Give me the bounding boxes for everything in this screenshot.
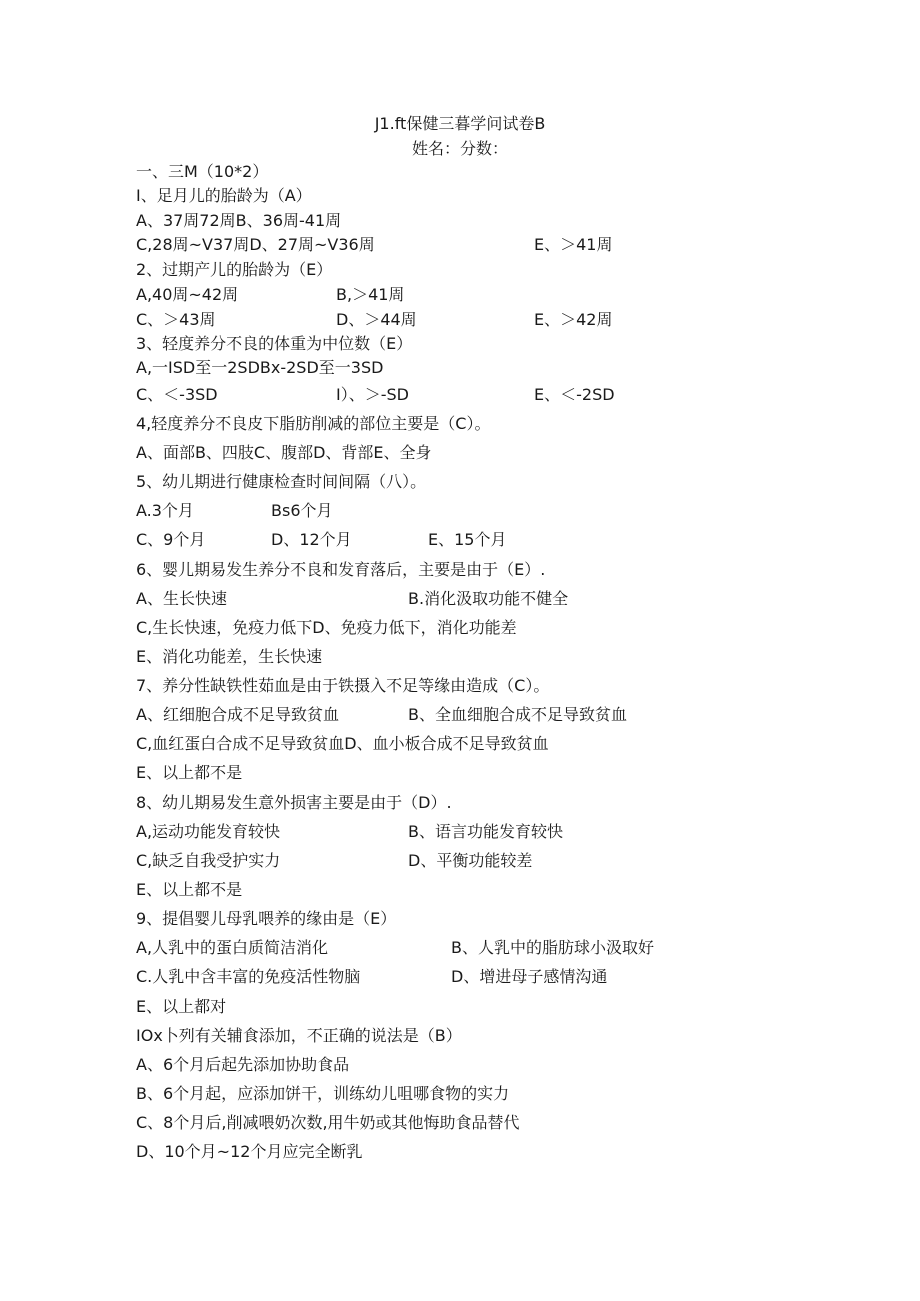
text-segment: E、＜-2SD [534, 385, 615, 404]
text-segment: E、＞41周 [534, 235, 613, 254]
text-segment: 9、提倡婴儿母乳喂养的缘由是（E） [136, 909, 397, 928]
text-segment: E、以上都不是 [136, 880, 243, 899]
text-segment: 2、过期产儿的胎龄为（E） [136, 260, 333, 279]
text-segment: C,血红蛋白合成不足导致贫血D、血小板合成不足导致贫血 [136, 734, 549, 753]
text-segment: B,＞41周 [336, 285, 405, 304]
text-segment: A、6个月后起先添加协助食品 [136, 1055, 350, 1074]
text-segment: 一、三M（10*2） [136, 162, 269, 181]
text-segment: E、消化功能差，生长快速 [136, 647, 323, 666]
text-segment: C、＜-3SD [136, 385, 218, 404]
text-segment: D、平衡功能较差 [408, 851, 533, 870]
text-segment: D、＞44周 [336, 310, 417, 329]
text-segment: C、8个月后,削减喂奶次数,用牛奶或其他悔助食品替代 [136, 1113, 520, 1132]
text-segment: D、12个月 [271, 530, 352, 549]
text-segment: A、37周72周B、36周-41周 [136, 211, 342, 230]
text-segment: A、红细胞合成不足导致贫血 [136, 705, 339, 724]
text-segment: D、增进母子感情沟通 [451, 967, 608, 986]
text-segment: 7、养分性缺铁性茹血是由于铁摄入不足等缘由造成（C）。 [136, 676, 550, 695]
text-segment: A,一ISD至一2SDBx-2SD至一3SD [136, 358, 384, 377]
text-segment: E、以上都对 [136, 997, 227, 1016]
text-segment: 6、婴儿期易发生养分不良和发育落后，主要是由于（E）. [136, 560, 546, 579]
text-segment: B.消化汲取功能不健全 [408, 589, 569, 608]
text-segment: B、6个月起，应添加饼干，训练幼儿咀哪食物的实力 [136, 1084, 510, 1103]
text-segment: C,28周~V37周D、27周~V36周 [136, 235, 375, 254]
text-segment: 4,轻度养分不良皮下脂肪削减的部位主要是（C）。 [136, 414, 491, 433]
text-segment: A,40周~42周 [136, 285, 239, 304]
text-segment: C,生长快速，免疫力低下D、免疫力低下，消化功能差 [136, 618, 517, 637]
text-segment: C、9个月 [136, 530, 206, 549]
text-segment: C.人乳中含丰富的免疫活性物脑 [136, 967, 361, 986]
text-segment: B、语言功能发育较快 [408, 822, 563, 841]
text-segment: 5、幼儿期进行健康检查时间间隔（八）。 [136, 472, 427, 491]
text-segment: IOx卜列有关辅食添加，不正确的说法是（B） [136, 1026, 462, 1045]
text-segment: E、15个月 [428, 530, 507, 549]
text-segment: A.3个月 [136, 501, 194, 520]
text-segment: 3、轻度养分不良的体重为中位数（E） [136, 334, 413, 353]
text-segment: C,缺乏自我受护实力 [136, 851, 281, 870]
text-segment: A,运动功能发育较快 [136, 822, 281, 841]
text-segment: A,人乳中的蛋白质简洁消化 [136, 938, 329, 957]
text-segment: A、面部B、四肢C、腹部D、背部E、全身 [136, 443, 432, 462]
text-segment: Bs6个月 [271, 501, 333, 520]
text-segment: B、人乳中的脂肪球小汲取好 [451, 938, 654, 957]
text-segment: 8、幼儿期易发生意外损害主要是由于（D）. [136, 793, 452, 812]
text-segment: E、以上都不是 [136, 763, 243, 782]
text-segment: I、足月儿的胎龄为（A） [136, 186, 312, 205]
exam-title: J1.ft保健三暮学问试卷B [374, 114, 546, 133]
name-score-line: 姓名：分数： [411, 139, 508, 158]
text-segment: B、全血细胞合成不足导致贫血 [408, 705, 627, 724]
text-segment: E、＞42周 [534, 310, 613, 329]
text-segment: I）、＞-SD [336, 385, 409, 404]
text-segment: D、10个月~12个月应完全断乳 [136, 1142, 363, 1161]
text-segment: A、生长快速 [136, 589, 227, 608]
text-segment: C、＞43周 [136, 310, 216, 329]
